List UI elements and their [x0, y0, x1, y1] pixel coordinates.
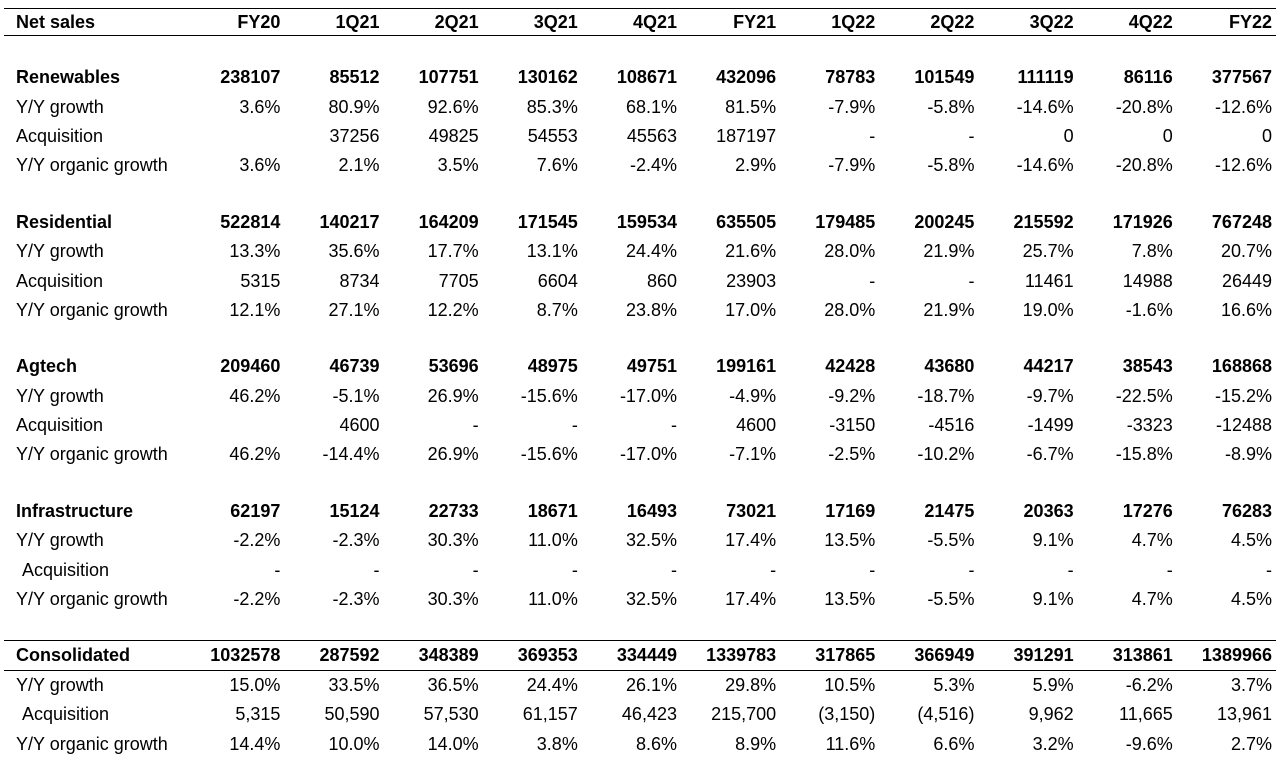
row-label: Renewables [16, 67, 121, 88]
column-header: 4Q21 [632, 12, 677, 32]
table-cell: -12.6% [1214, 96, 1272, 117]
column-header: 3Q21 [533, 12, 578, 32]
table-cell: -10.2% [917, 444, 975, 465]
table-cell: -4516 [928, 415, 975, 436]
table-cell: 92.6% [427, 96, 479, 117]
table-cell: 85.3% [526, 96, 578, 117]
spacer-row [4, 614, 1276, 641]
table-cell: 13.5% [824, 530, 876, 551]
row-label: Acquisition [16, 415, 104, 436]
table-cell: 28.0% [824, 299, 876, 320]
spacer-cell [4, 614, 1276, 641]
column-header: 2Q22 [930, 12, 975, 32]
row-label: Y/Y growth [16, 675, 104, 696]
table-cell: 81.5% [725, 96, 777, 117]
table-cell: 26.9% [427, 385, 479, 406]
table-cell: -9.6% [1125, 733, 1173, 754]
table-cell: -5.5% [927, 589, 975, 610]
table-cell: - [869, 270, 876, 291]
spacer-row [4, 180, 1276, 207]
table-cell: 19.0% [1022, 299, 1074, 320]
table-cell: 13,961 [1216, 704, 1272, 725]
table-cell: 17.7% [427, 241, 479, 262]
table-cell: 8.6% [635, 733, 677, 754]
row-label: Acquisition [22, 559, 110, 580]
table-cell: 45563 [626, 125, 677, 146]
table-cell: - [770, 559, 777, 580]
table-cell: -14.4% [322, 444, 380, 465]
table-cell: 86116 [1123, 67, 1173, 88]
table-cell: 78783 [825, 67, 876, 88]
table-cell: 11461 [1024, 270, 1074, 291]
table-cell: - [670, 559, 677, 580]
table-cell: -12.6% [1214, 155, 1272, 176]
table-cell: 17.4% [725, 589, 777, 610]
table-cell: 164209 [418, 211, 479, 232]
table-cell: 30.3% [427, 530, 479, 551]
spacer-cell [4, 325, 1276, 352]
table-cell: 4.7% [1131, 530, 1173, 551]
table-cell: 187197 [716, 125, 777, 146]
row-label: Acquisition [16, 125, 104, 146]
table-cell: (3,150) [818, 704, 876, 725]
table-cell: 46.2% [229, 385, 281, 406]
table-cell: 0 [1162, 125, 1173, 146]
table-cell: 32.5% [625, 530, 677, 551]
row-label: Consolidated [16, 645, 131, 666]
table-cell: -6.7% [1026, 444, 1074, 465]
table-cell: 0 [1261, 125, 1272, 146]
table-cell: -1499 [1027, 415, 1074, 436]
table-cell: - [670, 415, 677, 436]
table-cell: - [1067, 559, 1074, 580]
table-cell: 107751 [418, 67, 479, 88]
table-cell: 9,962 [1028, 704, 1074, 725]
table-cell: 8.7% [536, 299, 578, 320]
row-label: Y/Y growth [16, 530, 104, 551]
table-cell: 33.5% [328, 675, 380, 696]
table-cell: -5.1% [332, 385, 380, 406]
table-cell: 8.9% [735, 733, 777, 754]
table-cell [185, 121, 284, 150]
row-label: Y/Y organic growth [16, 589, 168, 610]
row-label: Infrastructure [16, 500, 134, 521]
table-cell: - [274, 559, 281, 580]
table-cell: 61,157 [522, 704, 578, 725]
table-cell: 200245 [914, 211, 975, 232]
table-cell: 12.2% [427, 299, 479, 320]
table-cell: 4600 [339, 415, 380, 436]
metric-row [4, 729, 1276, 758]
table-cell: 7.6% [536, 155, 578, 176]
table-cell: 16493 [626, 500, 677, 521]
table-cell: 25.7% [1022, 241, 1074, 262]
table-cell: 22733 [428, 500, 479, 521]
row-label: Y/Y growth [16, 241, 104, 262]
segment-total-row [4, 207, 1276, 236]
table-cell: -2.5% [828, 444, 876, 465]
table-cell: 8734 [339, 270, 380, 291]
table-cell: -5.8% [927, 96, 975, 117]
metric-row [4, 584, 1276, 613]
net-sales-table [4, 8, 1276, 758]
table-body [4, 36, 1276, 759]
table-cell: - [869, 559, 876, 580]
table-cell: 15124 [329, 500, 380, 521]
table-cell: -15.6% [520, 385, 578, 406]
table-cell: 377567 [1211, 67, 1272, 88]
table-cell: -2.3% [332, 589, 380, 610]
table-cell: -5.5% [927, 530, 975, 551]
table-cell: -2.3% [332, 530, 380, 551]
table-cell: 3.8% [536, 733, 578, 754]
table-cell: 101549 [914, 67, 975, 88]
header-row [4, 9, 1276, 36]
consolidated-total-row [4, 641, 1276, 670]
table-cell: 13.5% [824, 589, 876, 610]
table-cell: - [1266, 559, 1272, 580]
table-cell: 46,423 [621, 704, 677, 725]
table-cell: 130162 [517, 67, 578, 88]
table-cell: 17.0% [725, 299, 777, 320]
table-cell: 5315 [240, 270, 281, 291]
column-header: FY20 [237, 12, 281, 32]
row-label: Y/Y organic growth [16, 155, 168, 176]
table-cell: 5.3% [933, 675, 975, 696]
table-cell: 50,590 [324, 704, 380, 725]
table-cell: 13.3% [229, 241, 281, 262]
table-cell: 7705 [438, 270, 479, 291]
table-cell: - [869, 125, 876, 146]
table-cell: 9.1% [1032, 530, 1074, 551]
segment-total-row [4, 63, 1276, 92]
table-cell: 85512 [329, 67, 380, 88]
table-cell: 54553 [527, 125, 578, 146]
table-cell: -22.5% [1115, 385, 1173, 406]
table-cell: -8.9% [1224, 444, 1272, 465]
table-cell: 4.7% [1131, 589, 1173, 610]
table-cell: 35.6% [328, 241, 380, 262]
metric-row [4, 670, 1276, 699]
table-cell: 26.1% [625, 675, 677, 696]
row-label: Y/Y growth [16, 96, 104, 117]
segment-total-row [4, 352, 1276, 381]
table-cell: -7.1% [729, 444, 777, 465]
metric-row [4, 526, 1276, 555]
table-cell: - [968, 559, 975, 580]
table-cell: 49825 [428, 125, 479, 146]
table-cell: -2.2% [233, 530, 281, 551]
table-cell: 334449 [616, 645, 677, 666]
table-cell: 21475 [924, 500, 975, 521]
table-cell: 10.5% [824, 675, 876, 696]
spacer-cell [4, 469, 1276, 496]
table-cell: - [968, 270, 975, 291]
table-cell: - [968, 125, 975, 146]
table-cell: 14.0% [427, 733, 479, 754]
table-cell: - [472, 415, 479, 436]
table-cell: -7.9% [828, 155, 876, 176]
table-cell: 20363 [1023, 500, 1074, 521]
table-cell: 48975 [527, 356, 578, 377]
row-label: Acquisition [22, 704, 110, 725]
table-cell: -9.2% [828, 385, 876, 406]
table-cell: 3.6% [239, 155, 281, 176]
table-cell: 3.6% [239, 96, 281, 117]
column-header: FY22 [1228, 12, 1272, 32]
table-cell: 36.5% [427, 675, 479, 696]
column-header: FY21 [733, 12, 777, 32]
metric-row [4, 381, 1276, 410]
table-cell: - [1166, 559, 1173, 580]
row-label: Residential [16, 211, 113, 232]
table-cell: -2.4% [629, 155, 677, 176]
table-cell: 14.4% [229, 733, 281, 754]
table-cell: 76283 [1221, 500, 1272, 521]
table-cell: 21.9% [923, 299, 975, 320]
table-cell: -2.2% [233, 589, 281, 610]
row-label: Y/Y organic growth [16, 733, 168, 754]
table-cell: 179485 [815, 211, 876, 232]
table-cell: 313861 [1112, 645, 1173, 666]
table-cell: - [571, 559, 578, 580]
row-label: Agtech [16, 356, 78, 377]
table-cell: -14.6% [1016, 96, 1074, 117]
column-header: 1Q22 [831, 12, 876, 32]
table-cell: 3.5% [437, 155, 479, 176]
table-cell: 3.7% [1230, 675, 1272, 696]
table-cell: 6.6% [933, 733, 975, 754]
table-cell: 432096 [716, 67, 777, 88]
table-cell: -18.7% [917, 385, 975, 406]
metric-row [4, 700, 1276, 729]
table-cell: 17.4% [725, 530, 777, 551]
table-cell: 73021 [726, 500, 777, 521]
table-cell: 9.1% [1032, 589, 1074, 610]
table-cell: - [472, 559, 479, 580]
table-cell: 767248 [1211, 211, 1272, 232]
table-cell: (4,516) [917, 704, 975, 725]
table-cell: 15.0% [229, 675, 281, 696]
table-cell: -14.6% [1016, 155, 1074, 176]
spacer-row [4, 36, 1276, 63]
table-cell: -15.6% [520, 444, 578, 465]
table-cell: -9.7% [1026, 385, 1074, 406]
table-cell: 53696 [428, 356, 479, 377]
table-cell: 11.0% [528, 589, 578, 610]
table-cell: 62197 [230, 500, 281, 521]
table-cell: 238107 [220, 67, 281, 88]
table-cell: 16.6% [1220, 299, 1272, 320]
table-cell: 366949 [914, 645, 975, 666]
table-cell: 140217 [319, 211, 380, 232]
table-cell: 46.2% [229, 444, 281, 465]
metric-row [4, 295, 1276, 324]
table-cell: 7.8% [1131, 241, 1173, 262]
spacer-cell [4, 180, 1276, 207]
table-cell: 6604 [537, 270, 578, 291]
table-cell: 44217 [1023, 356, 1074, 377]
table-cell: 168868 [1211, 356, 1272, 377]
table-cell: 20.7% [1220, 241, 1272, 262]
table-cell: 159534 [616, 211, 677, 232]
table-cell: 5.9% [1032, 675, 1074, 696]
table-cell: 21.6% [725, 241, 777, 262]
table-cell: -17.0% [619, 385, 677, 406]
segment-total-row [4, 496, 1276, 525]
table-cell: 11.6% [825, 733, 876, 754]
table-cell: 10.0% [328, 733, 380, 754]
table-cell: 80.9% [328, 96, 380, 117]
table-cell: 21.9% [923, 241, 975, 262]
table-cell: 317865 [815, 645, 876, 666]
table-cell: -6.2% [1125, 675, 1173, 696]
table-cell: 26.9% [427, 444, 479, 465]
table-cell: 522814 [220, 211, 281, 232]
column-header: 2Q21 [434, 12, 479, 32]
table-cell: 17169 [825, 500, 876, 521]
table-cell: 209460 [220, 356, 281, 377]
table-cell: 26449 [1221, 270, 1272, 291]
table-cell: 4600 [736, 415, 777, 436]
metric-row [4, 266, 1276, 295]
table-cell: 14988 [1122, 270, 1173, 291]
table-cell: 24.4% [526, 675, 578, 696]
table-cell: 199161 [716, 356, 777, 377]
metric-row [4, 410, 1276, 439]
table-cell: 24.4% [625, 241, 677, 262]
table-cell: -7.9% [828, 96, 876, 117]
table-cell: 23.8% [625, 299, 677, 320]
table-cell: 2.9% [735, 155, 777, 176]
table-cell: -15.8% [1115, 444, 1173, 465]
row-label: Y/Y growth [16, 385, 104, 406]
table-cell: 635505 [716, 211, 777, 232]
table-cell: 68.1% [625, 96, 677, 117]
table-cell: 1032578 [210, 645, 281, 666]
table-cell: 57,530 [423, 704, 479, 725]
table-cell: 391291 [1013, 645, 1074, 666]
table-cell: 5,315 [235, 704, 281, 725]
table-cell: -20.8% [1115, 155, 1173, 176]
metric-row [4, 555, 1276, 584]
row-label: Acquisition [16, 270, 104, 291]
table-cell: 2.7% [1230, 733, 1272, 754]
metric-row [4, 92, 1276, 121]
table-cell: 1389966 [1201, 645, 1272, 666]
table-cell: 215592 [1013, 211, 1074, 232]
table-cell: -1.6% [1125, 299, 1173, 320]
table-cell: 860 [646, 270, 677, 291]
table-cell: 171545 [517, 211, 578, 232]
table-cell: 28.0% [824, 241, 876, 262]
table-cell: 23903 [726, 270, 777, 291]
table-cell: 18671 [527, 500, 578, 521]
table-cell: -12488 [1215, 415, 1272, 436]
table-cell: 171926 [1112, 211, 1173, 232]
table-cell: -3323 [1126, 415, 1173, 436]
table-cell: 1339783 [706, 645, 777, 666]
table-cell: -4.9% [729, 385, 777, 406]
spacer-row [4, 469, 1276, 496]
table-cell: 215,700 [711, 704, 777, 725]
table-cell: -3150 [829, 415, 876, 436]
table-cell: 29.8% [725, 675, 777, 696]
table-cell: 111119 [1017, 67, 1074, 88]
row-label: Y/Y organic growth [16, 444, 168, 465]
table-cell: 3.2% [1032, 733, 1074, 754]
metric-row [4, 236, 1276, 265]
table-cell: -15.2% [1214, 385, 1272, 406]
table-cell: 38543 [1122, 356, 1173, 377]
table-cell: 0 [1063, 125, 1074, 146]
column-header: 4Q22 [1128, 12, 1173, 32]
table-cell: 46739 [329, 356, 380, 377]
table-cell: -20.8% [1115, 96, 1173, 117]
table-cell: - [373, 559, 380, 580]
table-cell: - [571, 415, 578, 436]
metric-row [4, 440, 1276, 469]
table-cell: 49751 [626, 356, 677, 377]
table-cell: 287592 [319, 645, 380, 666]
table-cell: 11,665 [1119, 704, 1173, 725]
table-cell [185, 410, 284, 439]
table-cell: 27.1% [328, 299, 380, 320]
table-cell: 108671 [616, 67, 677, 88]
table-cell: 4.5% [1230, 589, 1272, 610]
table-cell: 37256 [329, 125, 380, 146]
table-cell: 4.5% [1230, 530, 1272, 551]
metric-row [4, 121, 1276, 150]
table-cell: 43680 [924, 356, 975, 377]
column-header: 3Q22 [1029, 12, 1074, 32]
table-cell: 369353 [517, 645, 578, 666]
table-cell: 30.3% [427, 589, 479, 610]
table-cell: 42428 [825, 356, 876, 377]
column-header: 1Q21 [335, 12, 380, 32]
row-label: Y/Y organic growth [16, 299, 168, 320]
corner-label: Net sales [16, 12, 96, 32]
table-cell: 12.1% [229, 299, 281, 320]
spacer-cell [4, 36, 1276, 63]
table-cell: -5.8% [927, 155, 975, 176]
table-cell: 11.0% [528, 530, 578, 551]
table-cell: -17.0% [619, 444, 677, 465]
table-cell: 2.1% [338, 155, 380, 176]
table-cell: 13.1% [526, 241, 578, 262]
table-cell: 348389 [418, 645, 479, 666]
spacer-row [4, 325, 1276, 352]
table-cell: 32.5% [625, 589, 677, 610]
metric-row [4, 151, 1276, 180]
table-cell: 17276 [1122, 500, 1173, 521]
